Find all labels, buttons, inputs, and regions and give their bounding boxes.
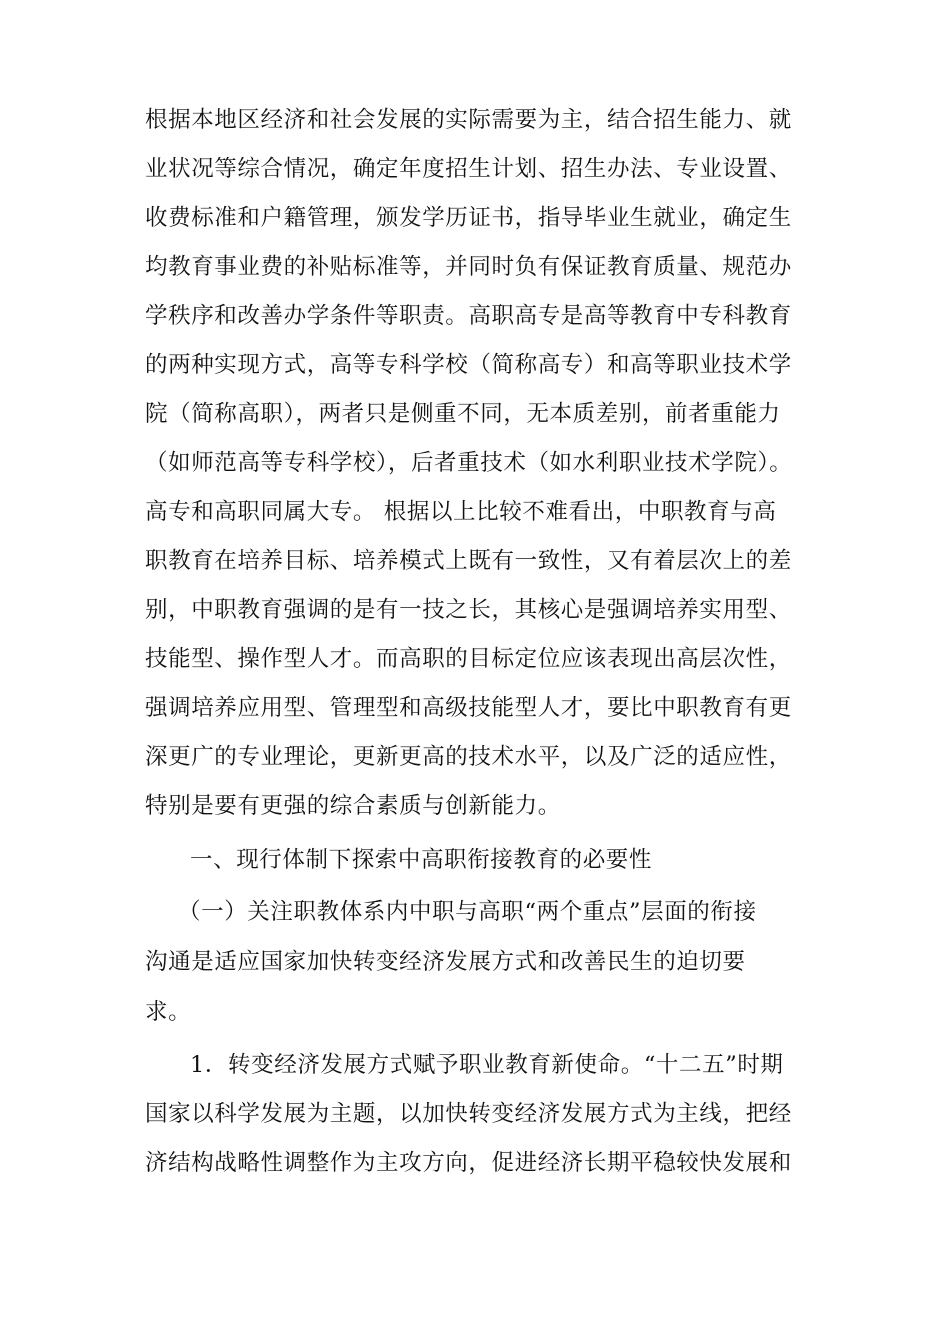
body-text-line: 强调培养应用型、管理型和高级技能型人才，要比中职教育有更 xyxy=(145,695,792,721)
body-text-line: 均教育事业费的补贴标准等，并同时负有保证教育质量、规范办 xyxy=(145,254,792,280)
body-text-line: 技能型、操作型人才。而高职的目标定位应该表现出高层次性， xyxy=(145,646,792,672)
body-text-line: 国家以科学发展为主题，以加快转变经济发展方式为主线，把经 xyxy=(145,1101,792,1127)
body-text-line: 深更广的专业理论，更新更高的技术水平，以及广泛的适应性， xyxy=(145,744,792,770)
numbered-paragraph-line: 1．转变经济发展方式赋予职业教育新使命。“十二五”时期 xyxy=(190,1052,784,1078)
body-text-line: 济结构战略性调整作为主攻方向，促进经济长期平稳较快发展和 xyxy=(145,1150,792,1176)
subsection-heading-end: 求。 xyxy=(145,999,192,1025)
body-text-line: 职教育在培养目标、培养模式上既有一致性，又有着层次上的差 xyxy=(145,548,792,574)
body-text-line: 学秩序和改善办学条件等职责。高职高专是高等教育中专科教育 xyxy=(145,303,792,329)
body-text-line: 收费标准和户籍管理，颁发学历证书，指导毕业生就业，确定生 xyxy=(145,205,792,231)
body-text-line: 别，中职教育强调的是有一技之长，其核心是强调培养实用型、 xyxy=(145,597,792,623)
subsection-heading-continued: 沟通是适应国家加快转变经济发展方式和改善民生的迫切要 xyxy=(145,949,746,975)
body-text-line: （如师范高等专科学校），后者重技术（如水利职业技术学院）。 xyxy=(145,450,793,476)
body-text-line: 业状况等综合情况，确定年度招生计划、招生办法、专业设置、 xyxy=(145,156,792,182)
body-text-line: 特别是要有更强的综合素质与创新能力。 xyxy=(145,793,561,819)
body-text-line: 高专和高职同属大专。 根据以上比较不难看出，中职教育与高 xyxy=(145,499,777,525)
body-text-line: 根据本地区经济和社会发展的实际需要为主，结合招生能力、就 xyxy=(145,107,792,133)
section-heading: 一、现行体制下探索中高职衔接教育的必要性 xyxy=(190,847,653,873)
body-text-line: 院（简称高职），两者只是侧重不同，无本质差别，前者重能力 xyxy=(145,401,781,427)
subsection-heading: （一）关注职教体系内中职与高职“两个重点”层面的衔接 xyxy=(178,899,757,925)
body-text-line: 的两种实现方式，高等专科学校（简称高专）和高等职业技术学 xyxy=(145,352,792,378)
